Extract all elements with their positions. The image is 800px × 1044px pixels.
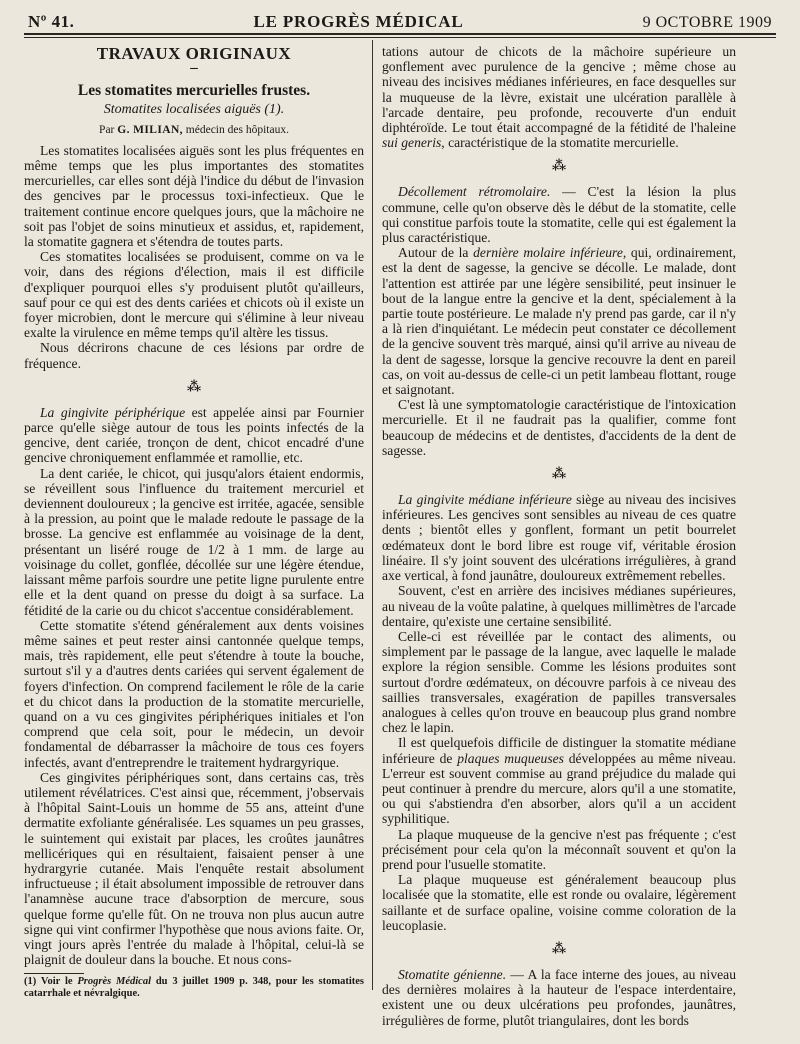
section-separator: ⁂	[551, 941, 567, 957]
footnote-journal: Progrès Médical	[77, 976, 152, 988]
section-separator: ⁂	[186, 379, 202, 395]
author-prefix: Par	[99, 123, 115, 136]
masthead-rule-thin	[24, 37, 776, 38]
paragraph: Ces gingivites périphériques sont, dans certains cas, très utilement révélatrices. C'est ainsi que, récemment, j'observais à l'hôpital Saint-Louis un homme de 55 ans, atteint d'une dermatite exfoliante généralisée. Les squames un peu grasses, le suintement qui existait par places, les croûtes jaunâtres mellicériques qui en résultaient, faisaient penser à une hydrargyrie cutanée. Mais l'enquête restait absolument infructueuse ; il était absolument impossible de retrouver dans l'anamnèse aucune trace d'absorption de mercure, sous quelque forme qu'elle fût. On ne trouva non plus aucun autre signe qui vint confirmer l'hypothèse que nous avions faite. Or, vingt jours après l'entrée du malade à l'hôpital, celui-là se plaignit de douleur dans la bouche. Et nous cons-	[24, 769, 364, 968]
author-role: médecin des hôpitaux.	[185, 123, 289, 136]
column-divider	[372, 40, 373, 990]
article-subtitle: Stomatites localisées aiguës (1).	[103, 102, 285, 118]
author-name: G. MILIAN,	[117, 123, 183, 136]
paragraph: La gingivite médiane inférieure siège au niveau des incisives inférieures. Les gencives sont sensibles au niveau de ces quatre dents ; bientôt elles y gonflent, formant un petit bourrelet œdémateux dont le bord libre est rouge vif, véritable érosion linéaire. Il s'y joint souvent des ulcérations irrégulières, à grand axe vertical, à fond jaunâtre, douloureux extrêmement rebelles.	[382, 492, 736, 584]
masthead	[28, 6, 772, 32]
paragraph: Celle-ci est réveillée par le contact des aliments, ou simplement par le passage de la langue, avec laquelle le malade explore la région sensible. Comme les lésions produites sont surtout d'ordre œdémateux, on découvre parfois à ce niveau des saillies transversales, exagération de papilles transversales analogues à celles qu'on trouve en beaucoup plus grand nombre chez le lapin.	[382, 628, 736, 736]
paragraph: tations autour de chicots de la mâchoire supérieure un gonflement avec purulence de la gencive ; même chose au niveau des incisives médianes inférieures, en face desquelles sur la muqueuse de la lèvre, existait une ulcération parallèle à l'arcade dentaire, peu profonde, recouverte d'un enduit diphtéroïde. Le tout était accompagné de la fétidité de l'haleine sui generis, caractéristique de la stomatite mercurielle.	[382, 44, 736, 151]
paragraph: Décollement rétromolaire. — C'est la lésion la plus commune, celle qu'on observe dès le début de la stomatite, celle qui constitue parfois toute la stomatite, celle qui est également la plus caractéristique.	[382, 184, 736, 246]
section-separator: ⁂	[551, 159, 567, 175]
section-separator: ⁂	[551, 467, 567, 483]
article-title: Les stomatites mercurielles frustes.	[77, 82, 311, 100]
paragraph: Stomatite génienne. — A la face interne des joues, au niveau des dernières molaires à la hauteur de l'espace interdentaire, existent une ou deux ulcérations peu profondes, jaunâtres, irrégulières de forme, plutôt triangulaires, dont les bords	[382, 966, 736, 1028]
footnote-rule	[24, 973, 84, 974]
lesion-name: Décollement rétromolaire.	[398, 184, 551, 200]
paragraph: Les stomatites localisées aiguës sont les plus fréquentes en même temps que les plus importantes des stomatites mercurielles, car elles sont déjà l'indice du début de l'invasion des gencives par le processus toxi-infectieux. Que le traitement continue encore quelques jours, que la mâchoire ne soit pas l'objet de soins minutieux et assidus, et, rapidement, la stomatite gagnera et s'étendra de toutes parts.	[24, 142, 364, 250]
lesion-name: La gingivite médiane inférieure	[398, 492, 572, 508]
journal-title: LE PROGRÈS MÉDICAL	[253, 12, 464, 31]
paragraph: C'est là une symptomatologie caractéristique de l'intoxication mercurielle. Et il ne faudrait pas la qualifier, comme font beaucoup de médecins et de dentistes, d'accidents de la dent de sagesse.	[382, 397, 736, 458]
issue-date: 9 OCTOBRE 1909	[642, 14, 772, 31]
section-rubric: TRAVAUX ORIGINAUX	[96, 44, 292, 63]
paragraph: La gingivite périphérique est appelée ainsi par Fournier parce qu'elle siège autour de tous les points infectés de la gencive, dent cariée, tronçon de dent, chicot encadré d'une gencive chroniquement enflammée et ramollie, etc.	[24, 404, 364, 466]
paragraph: La dent cariée, le chicot, qui jusqu'alors étaient endormis, se réveillent sous l'influence du traitement mercuriel et deviennent douloureux ; la gencive est irritée, agacée, sensible à la pression, au point que le malade redoute le passage de la brosse. La gencive est enflammée au voisinage de la dent, présentant un liséré rouge de 1/2 à 1 mm. de large au voisinage du collet, gonflée, décollée sur une légère étendue, laissant même parfois sourdre une petite ligne purulente entre elle et la dent quand on presse du doigt à sa surface. La fétidité de la carie ou du chicot s'accentue considérablement.	[24, 465, 364, 618]
masthead-rule	[24, 33, 776, 35]
lesion-name: Stomatite génienne.	[398, 966, 507, 982]
issue-number: Nº 41.	[28, 12, 75, 31]
paragraph: Autour de la dernière molaire inférieure, qui, ordinairement, est la dent de sagesse, la gencive se décolle. Le malade, dont l'attention est attirée par une légère sensibilité, peut insinuer le bout de la langue entre la gencive et la dent, spécialement à la partie toute postérieure. Le malade n'y prend pas garde, car il n'y a là rien d'inquiétant. Le médecin peut constater ce décollement de la gencive souvent très marqué, ainsi qu'il arrive au niveau de la dent de sagesse, lorsque la gencive recouvre la dent en pareil cas, on voit au-dessus de celle-ci un petit lambeau flottant, rouge et saignotant.	[382, 245, 736, 398]
paragraph: Nous décrirons chacune de ces lésions par ordre de fréquence.	[24, 340, 364, 371]
paragraph: Cette stomatite s'étend généralement aux dents voisines même saines et peut rester ainsi cantonnée quelque temps, mais, très rapidement, elle peut s'étendre à toute la bouche, surtout s'il y a d'autres dents cariées qui servent également de foyers d'infection. On comprend facilement le rôle de la carie et du chicot dans la production de la stomatite mercurielle, quand on a vu ces gingivites périphériques initiales et l'on comprend que cela soit, pour le médecin, un devoir fondamental de débarrasser la mâchoire de tous ces foyers infectés, avant d'entreprendre le traitement hydrargyrique.	[24, 617, 364, 770]
right-column	[382, 44, 736, 1038]
paragraph: La plaque muqueuse est généralement beaucoup plus localisée que la stomatite, elle est ronde ou ovalaire, légèrement saillante et de surface opaline, voisine comme coloration de la leucoplasie.	[382, 872, 736, 933]
paragraph: Ces stomatites localisées se produisent, comme on va le voir, dans des régions d'élection, mais il est difficile d'expliquer pourquoi elles s'y produisent plutôt qu'ailleurs, sauf pour ce qui est des dents cariées et chicots où il existe un foyer microbien, dont le mercure qui s'élimine à leur niveau exalte la virulence en même temps qu'il altère les tissus.	[24, 249, 364, 341]
article-author	[24, 123, 364, 138]
rubric-dash: –	[190, 60, 198, 77]
left-column	[24, 44, 364, 1038]
paragraph: La plaque muqueuse de la gencive n'est pas fréquente ; c'est précisément pour cela qu'on la méconnaît souvent et qu'on la prend pour l'usuelle stomatite.	[382, 826, 736, 872]
paragraph: Souvent, c'est en arrière des incisives médianes supérieures, au niveau de la voûte palatine, à quelques millimètres de l'arcade dentaire, qu'existe une certaine sensibilité.	[382, 583, 736, 629]
paragraph: Il est quelquefois difficile de distinguer la stomatite médiane inférieure de plaques muqueuses développées au même niveau. L'erreur est souvent commise au grand préjudice du malade qui peut continuer à prendre du mercure, alors qu'il a une stomatite, ou qui s'abstiendra d'en absorber, alors qu'il a un accident syphilitique.	[382, 735, 736, 827]
footnote: (1) Voir le Progrès Médical du 3 juillet 1909 p. 348, pour les stomatites catarrhale et névralgique.	[24, 976, 364, 1000]
lesion-name: La gingivite périphérique	[40, 404, 186, 420]
